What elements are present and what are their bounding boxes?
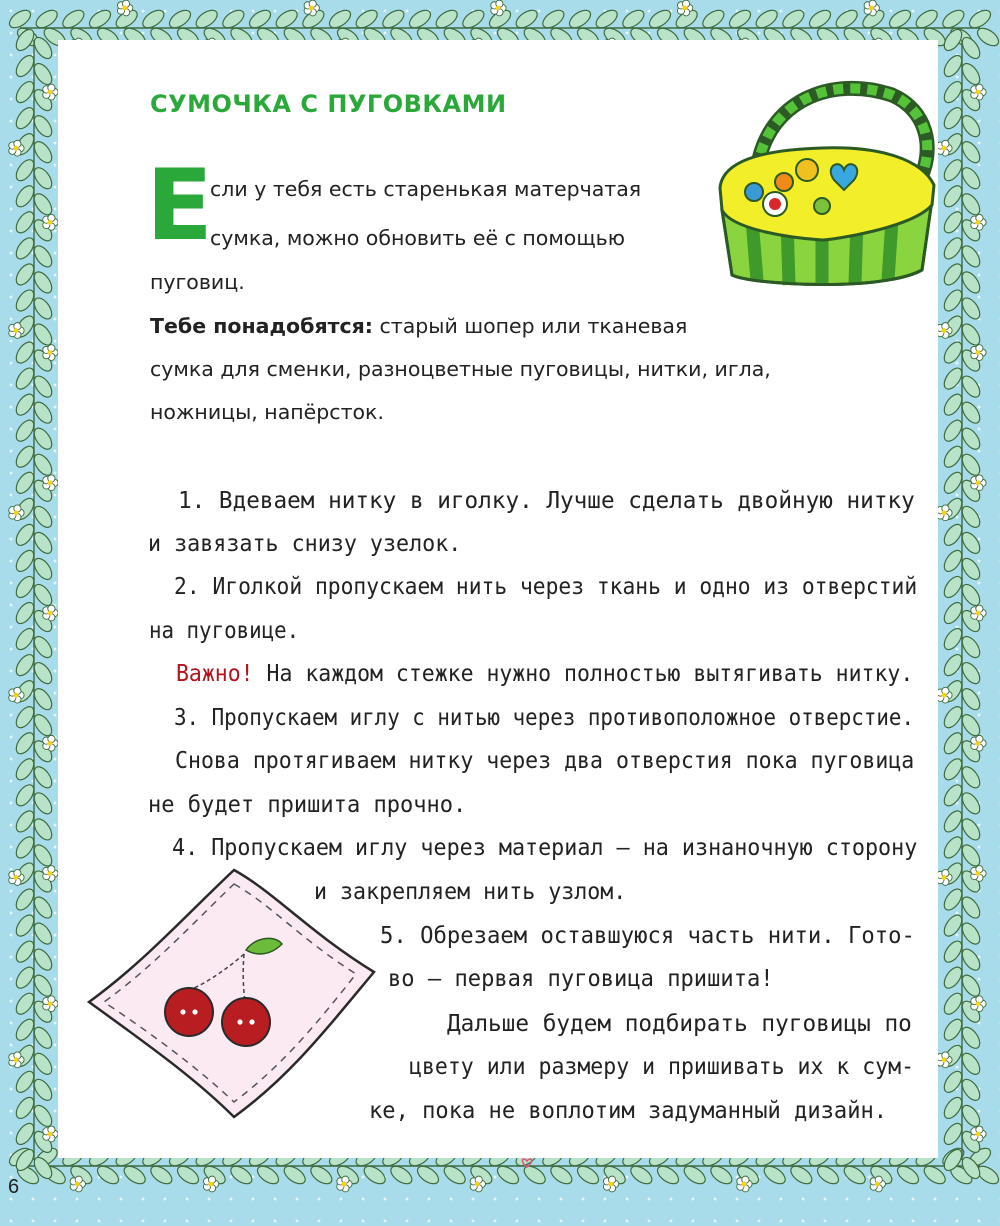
materials-line-1 [150,314,687,338]
daisy-icon [43,605,58,621]
closing-line-3: ке, пока не воплотим задуманный дизайн. [369,1098,888,1124]
materials-line-2: сумка для сменки, разноцветные пуговицы, нитки, игла, [150,357,771,381]
materials-line-3: ножницы, напёрсток. [150,400,384,424]
intro-line-3: пуговиц. [150,270,245,294]
drop-cap-letter: Е [146,149,213,263]
daisy-icon [971,735,986,751]
daisy-icon [971,84,986,100]
daisy-icon [971,1126,986,1142]
step-1-line-2: и завязать снизу узелок. [148,531,462,557]
step-5-line-1: 5. Обрезаем оставшуюся часть нити. Гото- [380,923,915,949]
step-3-line-1: 3. Пропускаем иглу с нитью через противоположное отверстие. [174,705,914,731]
closing-line-1: Дальше будем подбирать пуговицы по [447,1011,912,1037]
daisy-icon [43,1126,58,1142]
daisy-icon [43,84,58,100]
daisy-icon [43,866,58,882]
daisy-icon [43,996,58,1012]
step-2-line-1: 2. Иголкой пропускаем нить через ткань и одно из отверстий [174,574,918,600]
daisy-icon [971,214,986,230]
step-5-line-2: во — первая пуговица пришита! [388,966,774,992]
daisy-icon [971,475,986,491]
daisy-icon [971,345,986,361]
daisy-icon [971,996,986,1012]
step-2-line-2: на пуговице. [149,618,300,644]
handbag-illustration [712,70,952,295]
page-title: СУМОЧКА С ПУГОВКАМИ [150,90,507,118]
daisy-icon [43,735,58,751]
important-text: На каждом стежке нужно полностью вытягивать нитку. [253,661,914,687]
page-number: 6 [8,1176,20,1198]
closing-line-2: цвету или размеру и пришивать их к сум- [409,1054,915,1080]
daisy-icon [43,475,58,491]
step-4-line-1: 4. Пропускаем иглу через материал — на изнаночную сторону [172,835,918,861]
daisy-icon [971,605,986,621]
step-4-line-2: и закрепляем нить узлом. [314,879,627,905]
important-label: Важно! [176,661,254,687]
flower-button [763,192,787,216]
step-3-line-2: Снова протягиваем нитку через два отверстия пока пуговица [175,748,915,774]
important-note [176,660,913,688]
intro-line-1: сли у тебя есть старенькая матерчатая [210,177,642,201]
materials-text-1: старый шопер или тканевая [373,314,688,338]
intro-line-2: сумка, можно обновить её с помощью [210,226,625,250]
daisy-icon [971,866,986,882]
daisy-icon [43,214,58,230]
step-3-line-3: не будет пришита прочно. [148,792,467,818]
step-1-line-1: 1. Вдеваем нитку в иголку. Лучше сделать двойную нитку [178,488,915,514]
daisy-icon [43,345,58,361]
materials-label: Тебе понадобятся: [150,314,373,338]
cherry-buttons-illustration [84,862,384,1127]
